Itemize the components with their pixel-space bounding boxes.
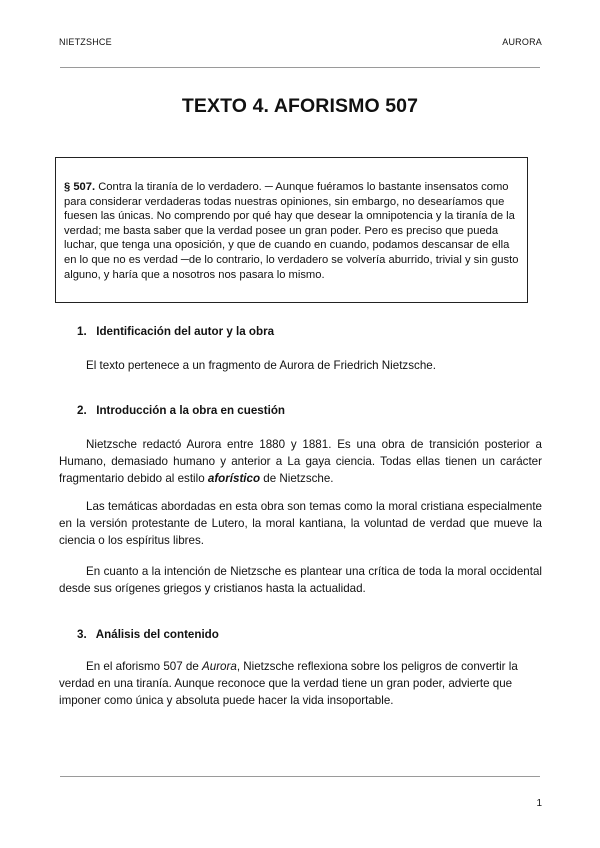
paragraph-text: En el aforismo 507 de (86, 660, 203, 673)
section-heading-2 (77, 404, 285, 417)
emphasis-text: aforístico (207, 472, 261, 485)
section-number: 2. (77, 404, 87, 417)
header-right: AURORA (502, 37, 542, 47)
paragraph-text: , Nietzsche reflexiona sobre los peligros de convertir la verdad en una tiranía. Aunque reconoce que la verdad tiene un gran poder, advierte que imponer como única y absoluta puede hacer la vida insoportable. (59, 660, 518, 707)
paragraph-intention: En cuanto a la intención de Nietzsche es plantear una crítica de toda la moral occidental desde sus orígenes griegos y cristianos hasta la actualidad. (59, 565, 542, 595)
section-title: Introducción a la obra en cuestión (96, 404, 285, 417)
paragraph-themes: Las temáticas abordadas en esta obra son temas como la moral cristiana especialmente en la versión protestante de Lutero, la moral kantiana, la voluntad de verdad que mueve la ciencia o los espíritus libres. (59, 500, 542, 547)
section-title: Análisis del contenido (95, 628, 219, 641)
paragraph-text: de Nietzsche. (260, 472, 334, 485)
aphorism-text: Contra la tiranía de lo verdadero. ─ Aunque fuéramos lo bastante insensatos como para considerar verdaderas todas nuestras opiniones, sin embargo, no desearíamos que fuesen las únicas. No comprendo por qué hay que desear la omnipotencia y la tiranía de la verdad; me basta saber que la verdad posee un gran poder. Pero es preciso que pueda luchar, que tenga una oposición, y que de cuando en cuando, podamos descansar de ella en lo que no es verdad ─de lo contrario, lo verdadero se volvería aburrido, trivial y sin gusto alguno, y haría que a nosotros nos pasara lo mismo. (64, 181, 519, 281)
paragraph-author: El texto pertenece a un fragmento de Aurora de Friedrich Nietzsche. (86, 359, 436, 372)
page-title: TEXTO 4. AFORISMO 507 (181, 95, 419, 117)
header-left: NIETZSHCE (59, 37, 112, 47)
section-heading-3 (77, 628, 219, 641)
paragraph-analysis (59, 658, 542, 709)
section-number: 3. (77, 628, 87, 641)
aphorism-quote-box (55, 157, 528, 303)
footer-divider (60, 776, 540, 777)
aphorism-number: § 507. (64, 181, 96, 193)
page-number: 1 (536, 798, 542, 809)
italic-title: Aurora (202, 660, 237, 673)
section-heading-1 (77, 325, 274, 338)
paragraph-text: Nietzsche redactó Aurora entre 1880 y 1881. Es una obra de transición posterior a Humano, demasiado humano y anterior a La gaya ciencia. Todas ellas tienen un carácter fragmentario debido al estilo (59, 438, 542, 485)
paragraph-intro (59, 436, 542, 487)
section-number: 1. (77, 325, 87, 338)
section-title: Identificación del autor y la obra (96, 325, 275, 338)
header-divider (60, 67, 540, 68)
